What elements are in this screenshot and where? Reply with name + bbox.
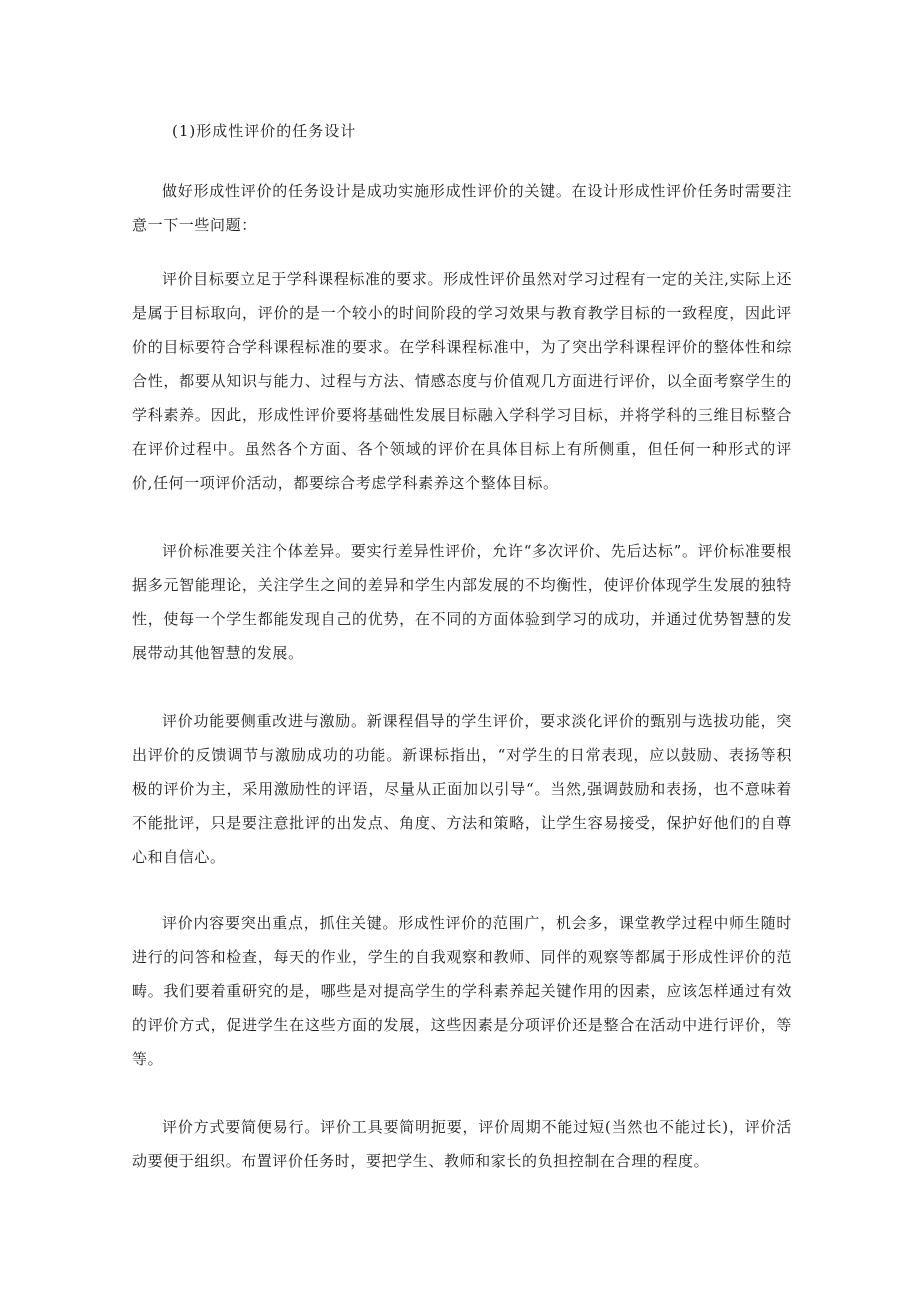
paragraph-evaluation-standards: 评价标准要关注个体差异。要实行差异性评价，允许“多次评价、先后达标”。评价标准要根据多元智能理论，关注学生之间的差异和学生内部发展的不均衡性，使评价体现学生发展的独特性，使每一个学生都能发现自己的优势，在不同的方面体验到学习的成功，并通过优势智慧的发展带动其他智慧的发展。 xyxy=(132,542,792,662)
section-heading: (1)形成性评价的任务设计 xyxy=(172,122,357,140)
paragraph-evaluation-content: 评价内容要突出重点，抓住关键。形成性评价的范围广，机会多，课堂教学过程中师生随时进行的问答和检查，每天的作业，学生的自我观察和教师、同伴的观察等都属于形成性评价的范畴。我们要着重研究的是，哪些是对提高学生的学科素养起关键作用的因素，应该怎样通过有效的评价方式，促进学生在这些方面的发展，这些因素是分项评价还是整合在活动中进行评价，等等。 xyxy=(132,914,792,1068)
paragraph-intro: 做好形成性评价的任务设计是成功实施形成性评价的关键。在设计形成性评价任务时需要注意一下一些问题： xyxy=(132,182,792,234)
paragraph-evaluation-goals: 评价目标要立足于学科课程标准的要求。形成性评价虽然对学习过程有一定的关注,实际上还是属于目标取向，评价的是一个较小的时间阶段的学习效果与教育教学目标的一致程度，因此评价的目标要符合学科课程标准的要求。在学科课程标准中，为了突出学科课程评价的整体性和综合性，都要从知识与能力、过程与方法、情感态度与价值观几方面进行评价，以全面考察学生的学科素养。因此，形成性评价要将基础性发展目标融入学科学习目标，并将学科的三维目标整合在评价过程中。虽然各个方面、各个领域的评价在具体目标上有所侧重，但任何一种形式的评价,任何一项评价活动，都要综合考虑学科素养这个整体目标。 xyxy=(132,270,792,492)
paragraph-evaluation-method: 评价方式要简便易行。评价工具要简明扼要，评价周期不能过短(当然也不能过长)，评价活动要便于组织。布置评价任务时，要把学生、教师和家长的负担控制在合理的程度。 xyxy=(132,1118,792,1170)
paragraph-evaluation-function: 评价功能要侧重改进与激励。新课程倡导的学生评价，要求淡化评价的甄别与选拔功能，突出评价的反馈调节与激励成功的功能。新课标指出，“对学生的日常表现，应以鼓励、表扬等积极的评价为主，采用激励性的评语，尽量从正面加以引导“。当然,强调鼓励和表扬，也不意味着不能批评，只是要注意批评的出发点、角度、方法和策略，让学生容易接受，保护好他们的自尊心和自信心。 xyxy=(132,712,792,866)
